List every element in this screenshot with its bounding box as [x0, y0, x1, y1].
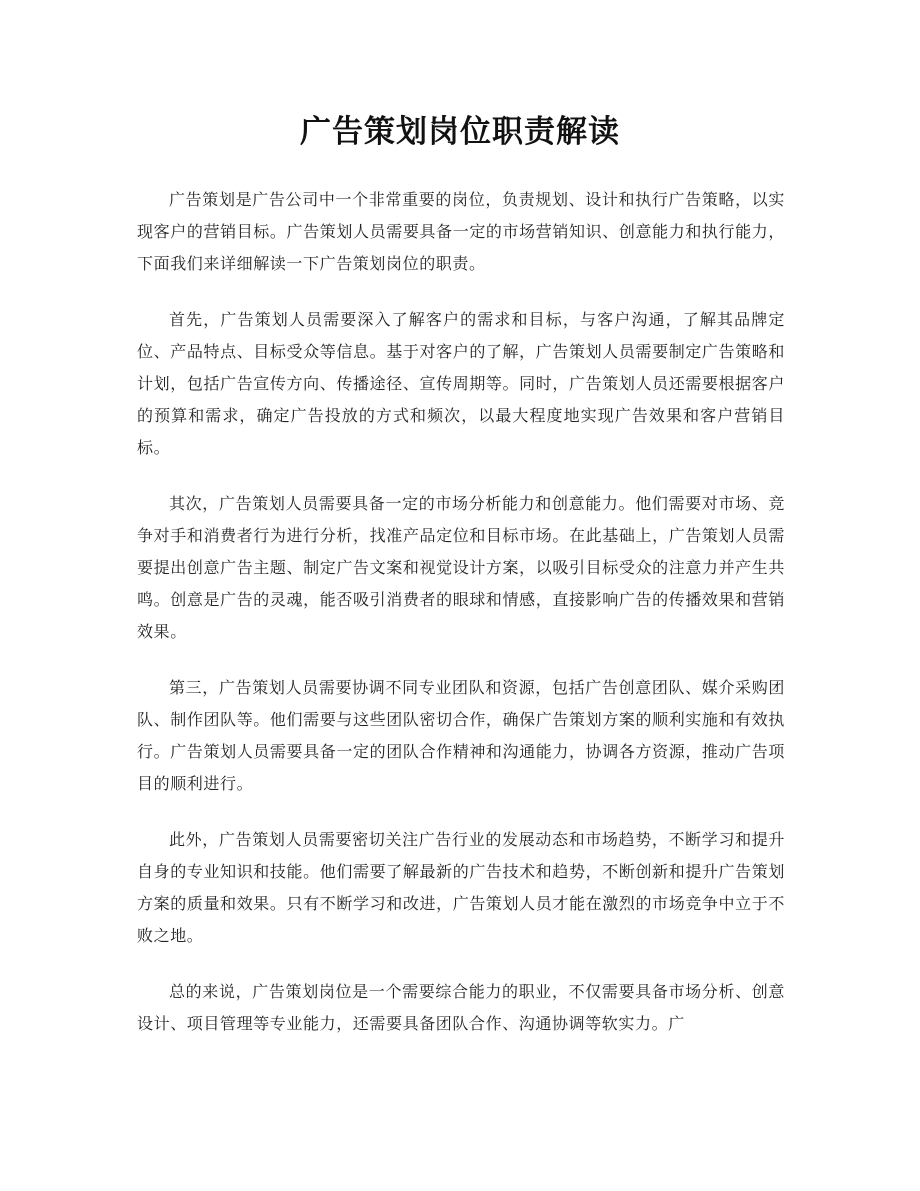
paragraph-2: 首先，广告策划人员需要深入了解客户的需求和目标，与客户沟通，了解其品牌定位、产品特点、目标受众等信息。基于对客户的了解，广告策划人员需要制定广告策略和计划，包括广告宣传方向、传播途径、宣传周期等。同时，广告策划人员还需要根据客户的预算和需求，确定广告投放的方式和频次，以最大程度地实现广告效果和客户营销目标。 [137, 310, 785, 457]
paragraph-6: 总的来说，广告策划岗位是一个需要综合能力的职业，不仅需要具备市场分析、创意设计、项目管理等专业能力，还需要具备团队合作、沟通协调等软实力。广 [137, 982, 785, 1033]
document-title: 广告策划岗位职责解读 [300, 114, 620, 150]
paragraph-3: 其次，广告策划人员需要具备一定的市场分析能力和创意能力。他们需要对市场、竞争对手和消费者行为进行分析，找准产品定位和目标市场。在此基础上，广告策划人员需要提出创意广告主题、制定广告文案和视觉设计方案，以吸引目标受众的注意力并产生共鸣。创意是广告的灵魂，能否吸引消费者的眼球和情感，直接影响广告的传播效果和营销效果。 [137, 494, 785, 641]
paragraph-1: 广告策划是广告公司中一个非常重要的岗位，负责规划、设计和执行广告策略，以实现客户的营销目标。广告策划人员需要具备一定的市场营销知识、创意能力和执行能力，下面我们来详细解读一下广告策划岗位的职责。 [137, 190, 785, 273]
paragraph-4: 第三，广告策划人员需要协调不同专业团队和资源，包括广告创意团队、媒介采购团队、制作团队等。他们需要与这些团队密切合作，确保广告策划方案的顺利实施和有效执行。广告策划人员需要具备一定的团队合作精神和沟通能力，协调各方资源，推动广告项目的顺利进行。 [137, 678, 785, 793]
paragraph-5: 此外，广告策划人员需要密切关注广告行业的发展动态和市场趋势，不断学习和提升自身的专业知识和技能。他们需要了解最新的广告技术和趋势，不断创新和提升广告策划方案的质量和效果。只有不断学习和改进，广告策划人员才能在激烈的市场竞争中立于不败之地。 [137, 830, 785, 945]
document-body [137, 184, 785, 1064]
